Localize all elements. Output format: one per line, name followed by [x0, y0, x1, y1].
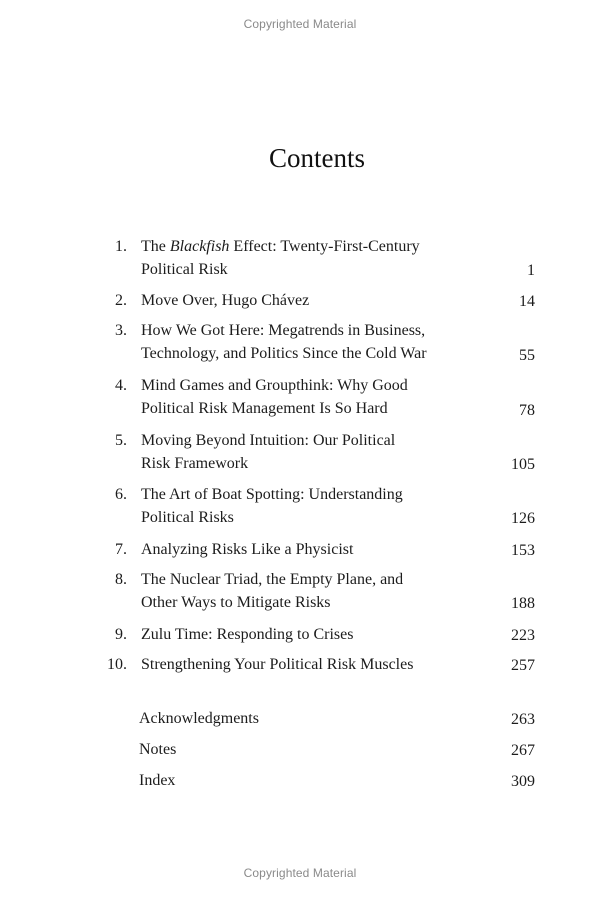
chapter-title: The Nuclear Triad, the Empty Plane, and Other Ways to Mitigate Risks: [141, 571, 404, 611]
backmatter-title: Acknowledgments: [139, 710, 259, 727]
backmatter-title: Notes: [139, 741, 177, 758]
chapter-number: 7.: [115, 541, 127, 558]
page-number: 267: [511, 742, 535, 759]
chapter-title: The Blackfish Effect: Twenty-First-Century Political Risk: [141, 238, 420, 278]
page-number: 263: [511, 711, 535, 728]
chapter-number: 6.: [115, 486, 127, 503]
chapter-title: Analyzing Risks Like a Physicist: [141, 541, 354, 558]
page-number: 78: [519, 402, 535, 419]
page-number: 14: [519, 293, 535, 310]
italic-title-word: Blackfish: [169, 238, 230, 255]
page-number: 223: [511, 627, 535, 644]
page-number: 309: [511, 773, 535, 790]
backmatter-title: Index: [139, 772, 176, 789]
page-title: Contents: [268, 143, 365, 173]
chapter-title: How We Got Here: Megatrends in Business, Technology, and Politics Since the Cold War: [141, 322, 427, 362]
page-number: 126: [511, 510, 535, 527]
page-number: 105: [511, 456, 535, 473]
page-number: 257: [511, 657, 535, 674]
page-number: 153: [511, 542, 535, 559]
chapter-number: 9.: [115, 626, 127, 643]
chapter-title: Mind Games and Groupthink: Why Good Political Risk Management Is So Hard: [141, 377, 408, 417]
chapter-title: Move Over, Hugo Chávez: [141, 292, 310, 309]
chapter-number: 2.: [115, 292, 127, 309]
chapter-number: 10.: [107, 656, 127, 673]
chapter-title: The Art of Boat Spotting: Understanding Political Risks: [141, 486, 403, 526]
chapter-title: Zulu Time: Responding to Crises: [141, 626, 354, 643]
chapter-title: Moving Beyond Intuition: Our Political Risk Framework: [141, 432, 396, 472]
chapter-number: 8.: [115, 571, 127, 588]
chapter-number: 4.: [115, 377, 127, 394]
chapter-number: 5.: [115, 432, 127, 449]
copyright-watermark-top: Copyrighted Material: [243, 17, 357, 31]
chapter-number: 3.: [115, 322, 127, 339]
page-number: 188: [511, 595, 535, 612]
chapter-number: 1.: [115, 238, 127, 255]
page-number: 55: [519, 347, 535, 364]
page-number: 1: [527, 262, 535, 279]
copyright-watermark-bottom: Copyrighted Material: [243, 866, 357, 880]
chapter-title: Strengthening Your Political Risk Muscles: [141, 656, 414, 673]
